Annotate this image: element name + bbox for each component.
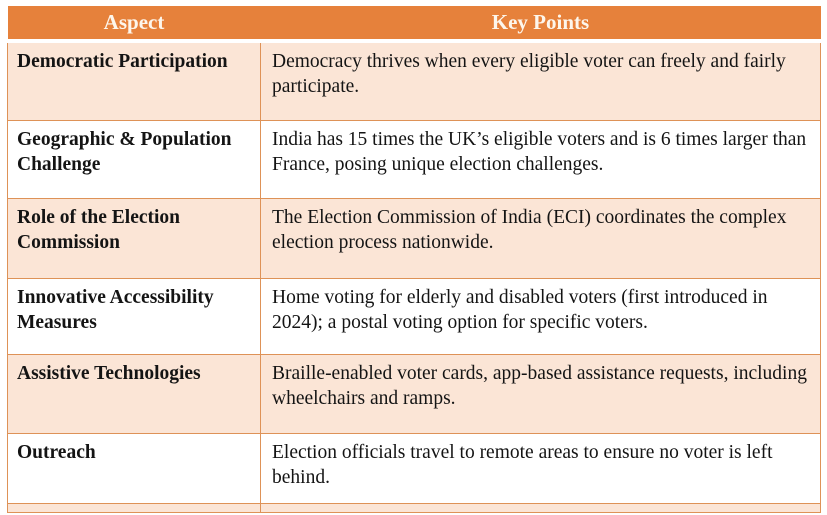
table-row <box>8 120 821 198</box>
key-points-cell: Home voting for elderly and disabled voters (first introduced in 2024); a postal voting option for specific voters. <box>261 278 821 354</box>
table-frame <box>7 6 820 513</box>
table-row <box>8 41 821 120</box>
table-row <box>8 198 821 278</box>
bottom-strip-key-points-cell <box>261 503 821 512</box>
column-header-key-points: Key Points <box>261 6 821 41</box>
table-row <box>8 433 821 503</box>
table-row <box>8 278 821 354</box>
aspects-key-points-table <box>7 6 821 513</box>
key-points-cell: Election officials travel to remote areas to ensure no voter is left behind. <box>261 433 821 503</box>
aspect-cell: Geographic & Population Challenge <box>8 120 261 198</box>
key-points-cell: Democracy thrives when every eligible voter can freely and fairly participate. <box>261 41 821 120</box>
aspect-cell: Role of the Election Commission <box>8 198 261 278</box>
key-points-cell: India has 15 times the UK’s eligible voters and is 6 times larger than France, posing unique election challenges. <box>261 120 821 198</box>
aspect-cell: Innovative Accessibility Measures <box>8 278 261 354</box>
aspect-cell: Assistive Technologies <box>8 354 261 433</box>
header-row <box>8 6 821 41</box>
key-points-cell: The Election Commission of India (ECI) coordinates the complex election process nationwide. <box>261 198 821 278</box>
table-row <box>8 354 821 433</box>
bottom-strip-aspect-cell <box>8 503 261 512</box>
aspect-cell: Democratic Participation <box>8 41 261 120</box>
key-points-cell: Braille-enabled voter cards, app-based assistance requests, including wheelchairs and ramps. <box>261 354 821 433</box>
aspect-cell: Outreach <box>8 433 261 503</box>
table-bottom-strip <box>8 503 821 512</box>
column-header-aspect: Aspect <box>8 6 261 41</box>
